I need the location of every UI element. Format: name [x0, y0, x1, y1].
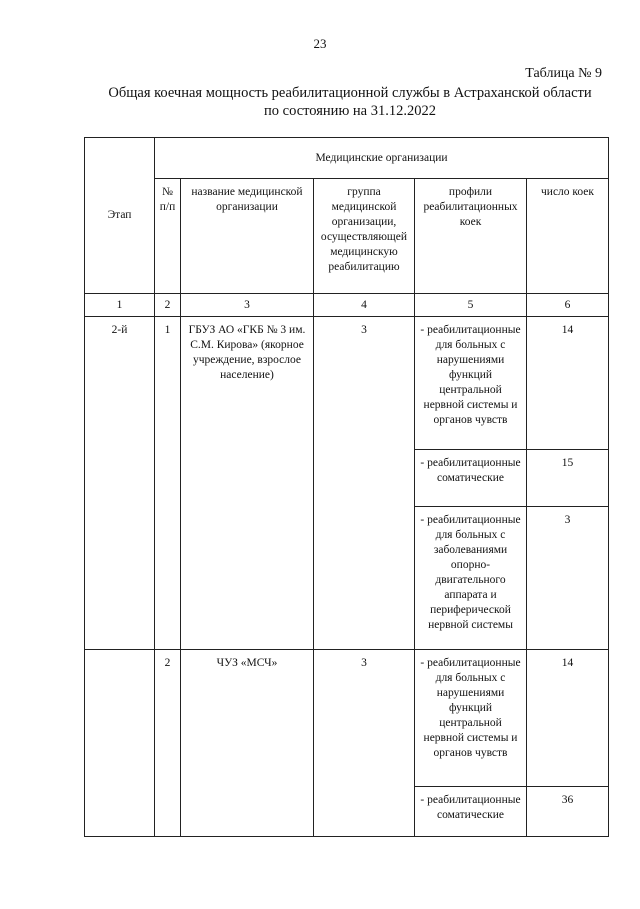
etap-cell — [85, 650, 155, 837]
page-number: 23 — [313, 36, 327, 51]
col-number: 5 — [415, 294, 527, 317]
num-cell: 1 — [155, 317, 181, 650]
beds-cell: 14 — [527, 317, 609, 450]
org-name-cell: ЧУЗ «МСЧ» — [181, 650, 314, 837]
org-group-cell: 3 — [314, 317, 415, 650]
header-org-name: название медицинской организации — [181, 179, 314, 294]
profile-cell: - реабилитационные соматические — [415, 787, 527, 837]
header-num: № п/п — [155, 179, 181, 294]
beds-cell: 14 — [527, 650, 609, 787]
num-cell: 2 — [155, 650, 181, 837]
profile-cell: - реабилитационные для больных с заболеваниями опорно-двигательного аппарата и периферической нервной системы — [415, 507, 527, 650]
header-beds: число коек — [527, 179, 609, 294]
beds-cell: 36 — [527, 787, 609, 837]
header-medical-organizations: Медицинские организации — [155, 138, 609, 179]
col-number: 6 — [527, 294, 609, 317]
document-title — [60, 84, 640, 120]
org-group-cell: 3 — [314, 650, 415, 837]
col-number: 3 — [181, 294, 314, 317]
header-org-group: группа медицинской организации, осуществляющей медицинскую реабилитацию — [314, 179, 415, 294]
beds-table — [84, 137, 609, 837]
title-line-1: Общая коечная мощность реабилитационной службы в Астраханской области — [108, 85, 592, 101]
table-row — [85, 317, 609, 450]
header-profile: профили реабилитационных коек — [415, 179, 527, 294]
title-line-2: по состоянию на 31.12.2022 — [264, 103, 436, 119]
col-number: 4 — [314, 294, 415, 317]
table-row — [85, 650, 609, 787]
etap-cell: 2-й — [85, 317, 155, 650]
table-label: Таблица № 9 — [525, 66, 602, 81]
beds-cell: 3 — [527, 507, 609, 650]
profile-cell: - реабилитационные для больных с нарушениями функций центральной нервной системы и органов чувств — [415, 317, 527, 450]
col-number: 2 — [155, 294, 181, 317]
profile-cell: - реабилитационные для больных с нарушениями функций центральной нервной системы и органов чувств — [415, 650, 527, 787]
beds-cell: 15 — [527, 450, 609, 507]
org-name-cell: ГБУЗ АО «ГКБ № 3 им. С.М. Кирова» (якорное учреждение, взрослое население) — [181, 317, 314, 650]
header-etap: Этап — [85, 138, 155, 294]
col-number: 1 — [85, 294, 155, 317]
profile-cell: - реабилитационные соматические — [415, 450, 527, 507]
